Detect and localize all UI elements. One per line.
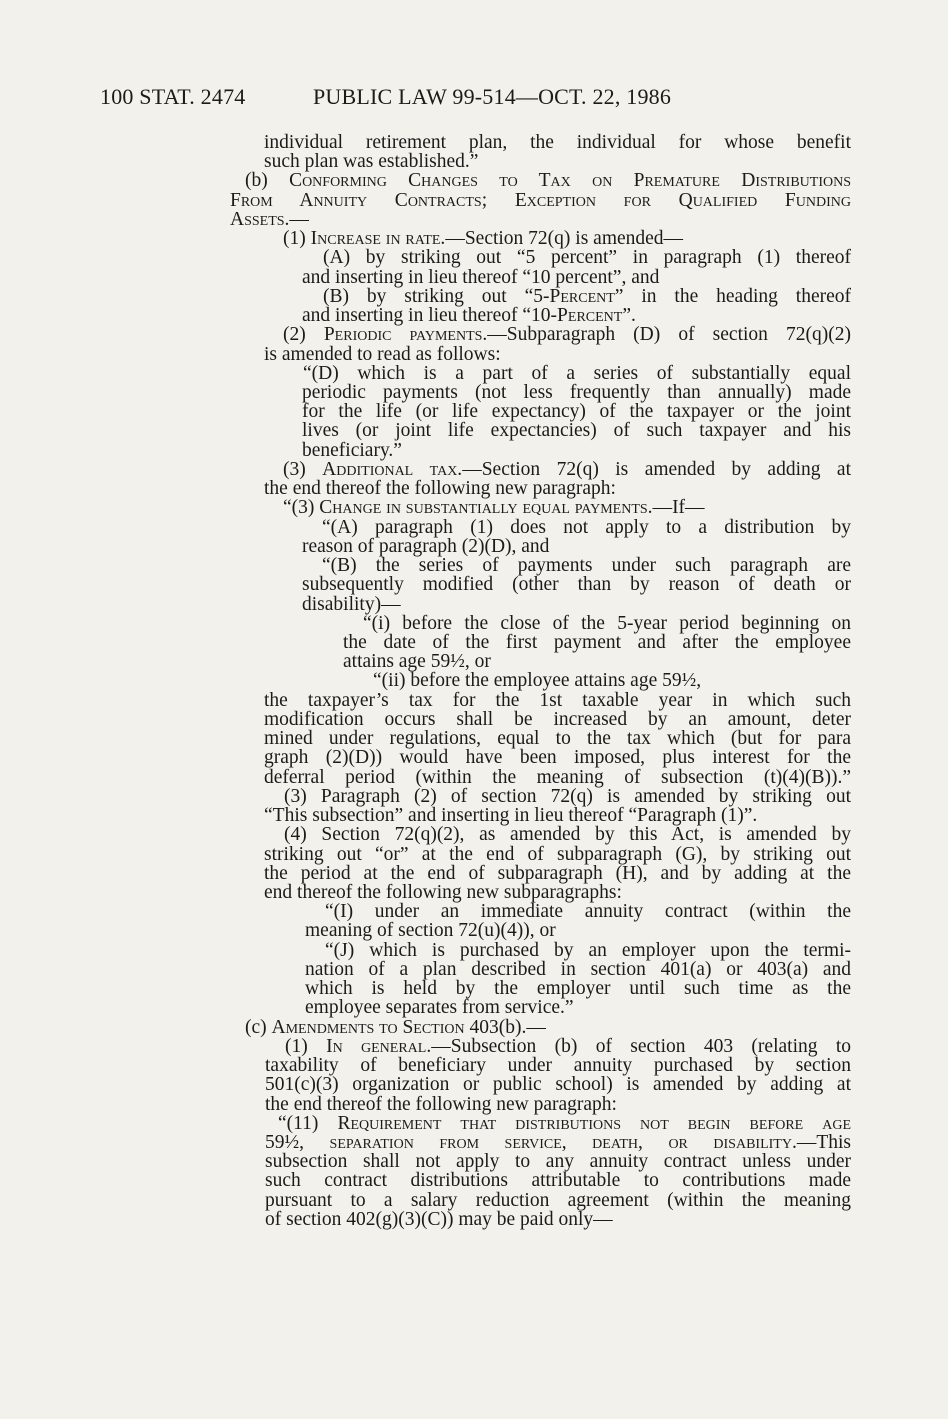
text-segment: of section 402(g)(3)(C)) may be paid only— (265, 1208, 613, 1230)
text-segment: for the life (or life expectancy) of the taxpayer or the joint (302, 401, 851, 423)
text-segment: and inserting in lieu thereof “10- (302, 305, 558, 327)
text-segment: (4) Section 72(q)(2), as amended by this Act, is amended by (284, 824, 851, 846)
text-line (284, 787, 851, 807)
text-segment: (2) (283, 324, 324, 346)
text-line (302, 595, 401, 615)
page-stat-number: 100 STAT. 2474 (100, 84, 246, 109)
text-line (264, 479, 616, 499)
text-segment: such plan was established.” (264, 151, 479, 173)
text-line (305, 998, 574, 1018)
small-caps-heading: Periodic payments. (323, 324, 488, 346)
text-line (373, 671, 701, 691)
text-segment: periodic payments (not less frequently than annually) made (302, 381, 851, 403)
text-segment: and inserting in lieu thereof “10 percent”, and (302, 266, 660, 288)
text-line (363, 614, 851, 634)
text-segment: “(J) which is purchased by an employer upon the termi- (325, 939, 851, 961)
text-line (264, 133, 851, 153)
text-line (264, 345, 501, 365)
text-segment: (3) Paragraph (2) of section 72(q) is amended by striking out (284, 785, 851, 807)
small-caps-heading: Conforming Changes to Tax on Premature Distributions (289, 170, 851, 192)
text-line (264, 729, 851, 749)
text-line (284, 825, 851, 845)
text-segment: (3) (283, 458, 323, 480)
text-segment: “(I) under an immediate annuity contract (within the (325, 901, 851, 923)
text-segment: 59½, (265, 1131, 330, 1153)
text-segment: meaning of section 72(u)(4)), or (305, 920, 556, 942)
text-line (264, 806, 757, 826)
small-caps-heading: From Annuity Contracts; Exception for Qualified Funding (230, 189, 851, 211)
text-segment: 403(b).— (464, 1016, 546, 1038)
text-line (302, 575, 851, 595)
text-segment: (A) by striking out “5 percent” in paragraph (1) thereof (323, 247, 851, 269)
text-line (264, 845, 851, 865)
text-line (323, 248, 851, 268)
text-segment: (1) (285, 1035, 327, 1057)
text-line (302, 402, 851, 422)
text-line (278, 1114, 851, 1134)
text-segment: the taxpayer’s tax for the 1st taxable year in which such (264, 689, 851, 711)
text-line (265, 1210, 613, 1230)
text-segment: subsection shall not apply to any annuity contract unless under (265, 1151, 851, 1173)
text-segment: —Section 72(q) is amended— (445, 228, 684, 250)
text-line (245, 171, 851, 191)
text-line (283, 229, 683, 249)
text-segment: such contract distributions attributable to contributions made (265, 1170, 851, 1192)
text-segment: subsequently modified (other than by reason of death or (302, 574, 851, 596)
text-segment: (b) (245, 170, 290, 192)
small-caps-heading: Increase in rate. (310, 228, 446, 250)
text-segment: (c) (245, 1016, 272, 1038)
text-line (283, 460, 851, 480)
text-segment: —Subparagraph (D) of section 72(q)(2) (487, 324, 851, 346)
text-line (230, 191, 851, 211)
text-segment: employee separates from service.” (305, 997, 574, 1019)
text-line (264, 710, 851, 730)
text-line (230, 210, 309, 230)
text-line (323, 287, 851, 307)
text-line (265, 1133, 851, 1153)
text-segment: ”. (622, 305, 636, 327)
text-line (343, 633, 851, 653)
text-segment: “(11) (278, 1112, 338, 1134)
text-segment: mined under regulations, equal to the tax which (but for para (264, 728, 851, 750)
text-line (264, 864, 851, 884)
small-caps-heading: Additional tax. (322, 458, 463, 480)
small-caps-heading: Amendments to Section (271, 1016, 465, 1038)
text-line (302, 268, 659, 288)
text-segment: individual retirement plan, the individual for whose benefit (264, 132, 851, 153)
text-line (265, 1095, 617, 1115)
text-line (265, 1171, 851, 1191)
text-line (305, 921, 556, 941)
text-line (264, 748, 851, 768)
text-line (343, 652, 491, 672)
text-segment: ” in the heading thereof (614, 285, 851, 307)
small-caps-heading: Assets. (230, 208, 290, 230)
text-segment: which is held by the employer until such time as the (305, 978, 851, 1000)
text-line (264, 768, 851, 788)
text-line (303, 364, 851, 384)
text-segment: “(ii) before the employee attains age 59½, (373, 670, 702, 692)
small-caps-heading: separation from service, death, or disability. (329, 1131, 797, 1153)
text-line (302, 441, 402, 461)
text-segment: taxability of beneficiary under annuity purchased by section (265, 1055, 851, 1077)
text-line (265, 1075, 851, 1095)
text-line (302, 306, 636, 326)
text-line (264, 691, 851, 711)
text-segment: beneficiary.” (302, 439, 402, 461)
text-segment: “This subsection” and inserting in lieu thereof “Paragraph (1)”. (264, 805, 758, 827)
text-line (302, 537, 549, 557)
text-segment: disability)— (302, 593, 401, 615)
text-segment: the end thereof the following new paragraph: (265, 1093, 617, 1115)
running-header-title: PUBLIC LAW 99-514—OCT. 22, 1986 (313, 84, 672, 109)
text-segment: lives (or joint life expectancies) of such taxpayer and his (302, 420, 851, 442)
text-line (265, 1056, 851, 1076)
text-line (265, 1191, 851, 1211)
small-caps-heading: Percent (549, 285, 615, 307)
text-line (325, 941, 851, 961)
text-line (322, 556, 851, 576)
text-segment: (B) by striking out “5- (323, 285, 550, 307)
text-line (245, 1018, 546, 1038)
text-segment: 501(c)(3) organization or public school) is amended by adding at (265, 1074, 851, 1096)
text-segment: end thereof the following new subparagraphs: (264, 881, 622, 903)
text-line (265, 1152, 851, 1172)
text-line (325, 902, 851, 922)
small-caps-heading: Change in substantially equal payments. (319, 497, 653, 519)
text-line (305, 979, 851, 999)
text-segment: “(D) which is a part of a series of substantially equal (303, 362, 851, 384)
text-segment: the period at the end of subparagraph (H), and by adding at the (264, 862, 851, 884)
text-segment: “(B) the series of payments under such paragraph are (322, 555, 851, 577)
text-line (283, 325, 851, 345)
text-segment: —This (796, 1131, 852, 1153)
text-segment: —Subsection (b) of section 403 (relating to (431, 1035, 851, 1057)
small-caps-heading: In general. (326, 1035, 432, 1057)
text-line (283, 498, 705, 518)
text-segment: reason of paragraph (2)(D), and (302, 535, 550, 557)
text-segment: —If— (652, 497, 705, 519)
text-line (305, 960, 851, 980)
text-segment: (1) (283, 228, 311, 250)
text-segment: the date of the first payment and after the employee (343, 631, 851, 653)
text-segment: “(A) paragraph (1) does not apply to a distribution by (322, 516, 851, 538)
text-segment: striking out “or” at the end of subparagraph (G), by striking out (264, 843, 851, 865)
text-line (322, 518, 851, 538)
text-segment: modification occurs shall be increased by an amount, deter (264, 708, 851, 730)
text-line (302, 421, 851, 441)
text-segment: the end thereof the following new paragraph: (264, 478, 616, 500)
small-caps-heading: Requirement that distributions not begin before age (337, 1112, 852, 1134)
text-line (264, 152, 478, 172)
text-segment: is amended to read as follows: (264, 343, 501, 365)
text-segment: — (289, 208, 309, 230)
text-segment: —Section 72(q) is amended by adding at (462, 458, 851, 480)
text-segment: nation of a plan described in section 401(a) or 403(a) and (305, 958, 851, 980)
small-caps-heading: Percent (557, 305, 623, 327)
text-segment: attains age 59½, or (343, 651, 491, 673)
text-line (302, 383, 851, 403)
text-segment: pursuant to a salary reduction agreement (within the meaning (265, 1189, 851, 1211)
text-segment: graph (2)(D)) would have been imposed, plus interest for the (264, 747, 851, 769)
text-segment: “(3) (283, 497, 320, 519)
text-line (264, 883, 622, 903)
text-segment: “(i) before the close of the 5-year period beginning on (363, 612, 851, 634)
text-segment: deferral period (within the meaning of subsection (t)(4)(B)).” (264, 766, 851, 788)
text-line (285, 1037, 851, 1057)
